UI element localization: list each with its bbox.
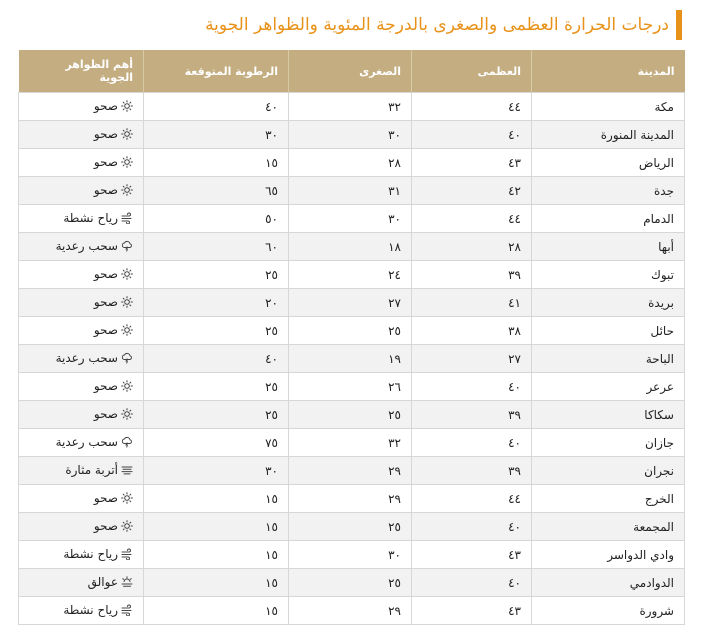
- cell-max: ٢٨: [412, 233, 532, 261]
- phenomenon-wrap: [94, 407, 133, 421]
- phenomenon-label: صحو: [93, 266, 118, 281]
- cell-min: ٣٠: [289, 121, 412, 149]
- cell-phenomenon: [19, 485, 144, 513]
- phenomenon-label: أتربة مثارة: [65, 462, 118, 477]
- cell-humidity: ٧٥: [144, 429, 289, 457]
- table-row: [19, 457, 685, 485]
- phenomenon-wrap: [94, 323, 133, 337]
- phenomenon-label: رياح نشطة: [63, 210, 118, 225]
- cell-phenomenon: [19, 513, 144, 541]
- cell-phenomenon: [19, 597, 144, 625]
- cell-humidity: ١٥: [144, 485, 289, 513]
- cell-max: ٤٠: [412, 513, 532, 541]
- phenomenon-label: سحب رعدية: [55, 238, 118, 253]
- phenomenon-wrap: [56, 435, 133, 449]
- cell-city: نجران: [532, 457, 685, 485]
- sun-icon: [121, 268, 133, 280]
- header-city: المدينة: [532, 50, 685, 93]
- cell-city: الباحة: [532, 345, 685, 373]
- header-min: الصغرى: [289, 50, 412, 93]
- cell-max: ٢٧: [412, 345, 532, 373]
- phenomenon-label: صحو: [93, 406, 118, 421]
- phenomenon-wrap: [63, 211, 133, 225]
- cell-max: ٤٤: [412, 205, 532, 233]
- table-row: [19, 485, 685, 513]
- header-max: العظمى: [412, 50, 532, 93]
- table-row: [19, 177, 685, 205]
- cell-humidity: ٢٥: [144, 317, 289, 345]
- cell-min: ٢٩: [289, 597, 412, 625]
- phenomenon-wrap: [63, 547, 133, 561]
- sun-icon: [121, 128, 133, 140]
- phenomenon-label: صحو: [93, 378, 118, 393]
- phenomenon-label: صحو: [93, 294, 118, 309]
- cell-humidity: ٣٠: [144, 121, 289, 149]
- cell-max: ٤٤: [412, 93, 532, 121]
- phenomenon-label: عوالق: [87, 574, 118, 589]
- cell-humidity: ٤٠: [144, 93, 289, 121]
- cell-min: ٣٢: [289, 429, 412, 457]
- cell-max: ٤٠: [412, 569, 532, 597]
- wind-icon: [121, 212, 133, 224]
- cell-humidity: ١٥: [144, 513, 289, 541]
- table-row: [19, 289, 685, 317]
- cell-city: بريدة: [532, 289, 685, 317]
- phenomenon-wrap: [94, 155, 133, 169]
- cell-min: ٢٩: [289, 457, 412, 485]
- cell-min: ٢٥: [289, 317, 412, 345]
- cell-phenomenon: [19, 345, 144, 373]
- cell-max: ٣٨: [412, 317, 532, 345]
- table-row: [19, 429, 685, 457]
- cell-phenomenon: [19, 317, 144, 345]
- phenomenon-wrap: [94, 379, 133, 393]
- cell-city: جدة: [532, 177, 685, 205]
- header-phenomena: أهم الظواهر الجوية: [19, 50, 144, 93]
- cell-city: أبها: [532, 233, 685, 261]
- cell-phenomenon: [19, 457, 144, 485]
- phenomenon-wrap: [56, 351, 133, 365]
- cell-phenomenon: [19, 261, 144, 289]
- sun-icon: [121, 380, 133, 392]
- cell-city: سكاكا: [532, 401, 685, 429]
- header-humidity: الرطوبة المتوقعة: [144, 50, 289, 93]
- cell-humidity: ١٥: [144, 541, 289, 569]
- page-title: درجات الحرارة العظمى والصغرى بالدرجة المئوية والظواهر الجوية: [205, 15, 669, 35]
- thunder-cloud-icon: [121, 436, 133, 448]
- cell-max: ٤٣: [412, 541, 532, 569]
- phenomenon-wrap: [94, 519, 133, 533]
- weather-table: [18, 50, 685, 625]
- phenomenon-label: رياح نشطة: [63, 546, 118, 561]
- cell-min: ٣٠: [289, 541, 412, 569]
- table-row: [19, 569, 685, 597]
- cell-max: ٣٩: [412, 261, 532, 289]
- phenomenon-wrap: [94, 267, 133, 281]
- cell-phenomenon: [19, 121, 144, 149]
- cell-humidity: ٣٠: [144, 457, 289, 485]
- cell-phenomenon: [19, 149, 144, 177]
- cell-city: الرياض: [532, 149, 685, 177]
- cell-city: مكة: [532, 93, 685, 121]
- cell-city: جازان: [532, 429, 685, 457]
- table-row: [19, 205, 685, 233]
- phenomenon-label: سحب رعدية: [55, 350, 118, 365]
- cell-humidity: ٦٥: [144, 177, 289, 205]
- sun-icon: [121, 408, 133, 420]
- wind-icon: [121, 604, 133, 616]
- cell-phenomenon: [19, 233, 144, 261]
- phenomenon-wrap: [56, 239, 133, 253]
- phenomenon-label: صحو: [93, 126, 118, 141]
- cell-humidity: ١٥: [144, 149, 289, 177]
- phenomenon-label: صحو: [93, 154, 118, 169]
- cell-city: شرورة: [532, 597, 685, 625]
- haze-icon: [121, 576, 133, 588]
- cell-city: المجمعة: [532, 513, 685, 541]
- phenomenon-wrap: [88, 575, 133, 589]
- cell-phenomenon: [19, 205, 144, 233]
- cell-city: الخرج: [532, 485, 685, 513]
- phenomenon-wrap: [63, 603, 133, 617]
- phenomenon-label: صحو: [93, 518, 118, 533]
- cell-humidity: ٢٥: [144, 261, 289, 289]
- table-row: [19, 261, 685, 289]
- cell-max: ٤٣: [412, 149, 532, 177]
- cell-phenomenon: [19, 177, 144, 205]
- cell-min: ٢٥: [289, 401, 412, 429]
- cell-humidity: ١٥: [144, 597, 289, 625]
- cell-min: ٢٤: [289, 261, 412, 289]
- cell-max: ٤٠: [412, 373, 532, 401]
- table-row: [19, 233, 685, 261]
- phenomenon-wrap: [94, 127, 133, 141]
- phenomenon-label: صحو: [93, 322, 118, 337]
- cell-phenomenon: [19, 401, 144, 429]
- table-row: [19, 149, 685, 177]
- dust-icon: [121, 464, 133, 476]
- cell-min: ١٨: [289, 233, 412, 261]
- phenomenon-wrap: [94, 491, 133, 505]
- phenomenon-label: صحو: [93, 490, 118, 505]
- cell-max: ٣٩: [412, 457, 532, 485]
- cell-min: ٣١: [289, 177, 412, 205]
- cell-min: ١٩: [289, 345, 412, 373]
- cell-phenomenon: [19, 569, 144, 597]
- cell-city: الدمام: [532, 205, 685, 233]
- phenomenon-label: صحو: [93, 182, 118, 197]
- cell-max: ٤٢: [412, 177, 532, 205]
- title-accent-bar: [676, 10, 682, 40]
- cell-phenomenon: [19, 429, 144, 457]
- table-body: [19, 93, 685, 625]
- cell-humidity: ٥٠: [144, 205, 289, 233]
- cell-city: تبوك: [532, 261, 685, 289]
- table-row: [19, 93, 685, 121]
- cell-min: ٣٢: [289, 93, 412, 121]
- sun-icon: [121, 184, 133, 196]
- cell-city: عرعر: [532, 373, 685, 401]
- phenomenon-wrap: [94, 99, 133, 113]
- cell-min: ٢٧: [289, 289, 412, 317]
- table-header-row: [19, 50, 685, 93]
- cell-max: ٤٠: [412, 121, 532, 149]
- phenomenon-label: سحب رعدية: [55, 434, 118, 449]
- cell-phenomenon: [19, 93, 144, 121]
- sun-icon: [121, 520, 133, 532]
- sun-icon: [121, 324, 133, 336]
- table-row: [19, 121, 685, 149]
- phenomenon-wrap: [94, 183, 133, 197]
- cell-max: ٤٣: [412, 597, 532, 625]
- cell-humidity: ٦٠: [144, 233, 289, 261]
- cell-humidity: ٢٠: [144, 289, 289, 317]
- cell-max: ٤٠: [412, 429, 532, 457]
- cell-max: ٤٤: [412, 485, 532, 513]
- cell-phenomenon: [19, 541, 144, 569]
- sun-icon: [121, 492, 133, 504]
- table-row: [19, 401, 685, 429]
- cell-phenomenon: [19, 373, 144, 401]
- cell-humidity: ٢٥: [144, 373, 289, 401]
- cell-city: الدوادمي: [532, 569, 685, 597]
- cell-min: ٢٩: [289, 485, 412, 513]
- cell-city: وادي الدواسر: [532, 541, 685, 569]
- cell-max: ٤١: [412, 289, 532, 317]
- table-row: [19, 597, 685, 625]
- sun-icon: [121, 156, 133, 168]
- cell-humidity: ٢٥: [144, 401, 289, 429]
- cell-min: ٢٦: [289, 373, 412, 401]
- cell-min: ٢٥: [289, 513, 412, 541]
- sun-icon: [121, 100, 133, 112]
- table-row: [19, 345, 685, 373]
- cell-min: ٢٨: [289, 149, 412, 177]
- table-row: [19, 373, 685, 401]
- table-row: [19, 513, 685, 541]
- wind-icon: [121, 548, 133, 560]
- table-row: [19, 317, 685, 345]
- cell-max: ٣٩: [412, 401, 532, 429]
- thunder-cloud-icon: [121, 352, 133, 364]
- phenomenon-wrap: [65, 463, 133, 477]
- cell-min: ٢٥: [289, 569, 412, 597]
- phenomenon-label: صحو: [93, 98, 118, 113]
- cell-humidity: ١٥: [144, 569, 289, 597]
- table-row: [19, 541, 685, 569]
- thunder-cloud-icon: [121, 240, 133, 252]
- phenomenon-label: رياح نشطة: [63, 602, 118, 617]
- cell-min: ٣٠: [289, 205, 412, 233]
- cell-city: المدينة المنورة: [532, 121, 685, 149]
- phenomenon-wrap: [94, 295, 133, 309]
- sun-icon: [121, 296, 133, 308]
- cell-phenomenon: [19, 289, 144, 317]
- cell-city: حائل: [532, 317, 685, 345]
- cell-humidity: ٤٠: [144, 345, 289, 373]
